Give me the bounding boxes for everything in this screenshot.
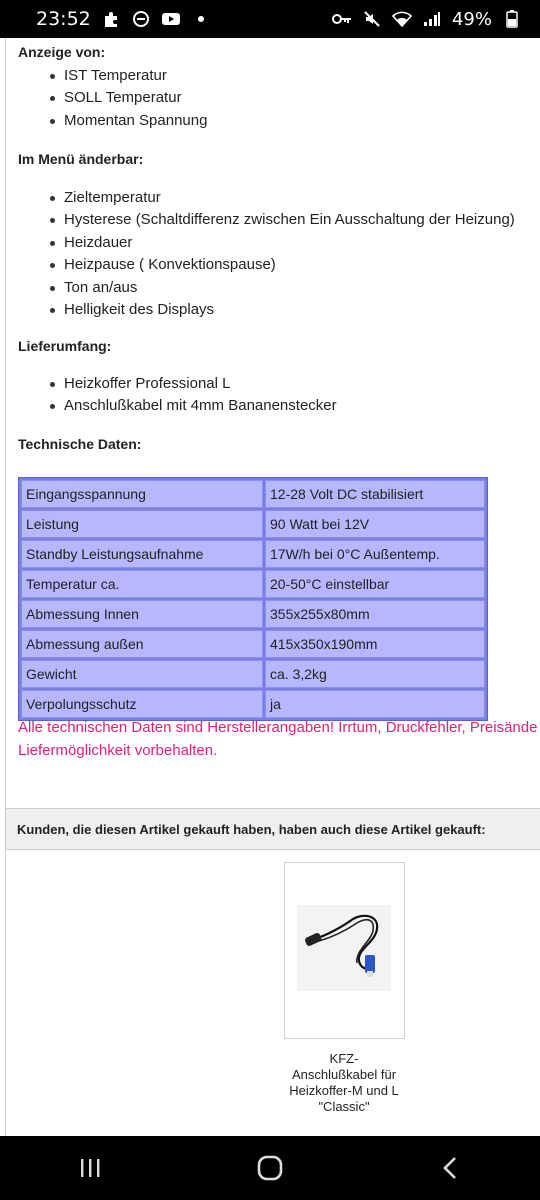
cable-icon (297, 905, 391, 991)
table-cell: 90 Watt bei 12V (265, 510, 485, 538)
navigation-bar (0, 1136, 540, 1200)
table-row (21, 570, 485, 598)
back-button[interactable] (420, 1148, 480, 1188)
section-title-tech: Technische Daten: (18, 436, 142, 452)
back-icon (441, 1156, 459, 1180)
table-cell: Verpolungsschutz (21, 690, 263, 718)
table-cell: Standby Leistungsaufnahme (21, 540, 263, 568)
product-name-line: "Classic" (318, 1099, 370, 1114)
disclaimer-text (18, 717, 540, 762)
menu-list (50, 187, 515, 321)
product-description (5, 38, 540, 828)
list-item: SOLL Temperatur (50, 87, 207, 109)
status-bar-right (332, 9, 522, 30)
product-card[interactable] (284, 862, 405, 1039)
table-cell: 12-28 Volt DC stabilisiert (265, 480, 485, 508)
home-button[interactable] (240, 1148, 300, 1188)
battery-percent: 49% (451, 8, 492, 30)
table-cell: Leistung (21, 510, 263, 538)
table-cell: ca. 3,2kg (265, 660, 485, 688)
list-item: IST Temperatur (50, 65, 207, 87)
product-name-link[interactable] (274, 1051, 414, 1115)
table-cell: Eingangsspannung (21, 480, 263, 508)
disclaimer-line: Alle technischen Daten sind Herstellerangaben! Irrtum, Druckfehler, Preisände (18, 719, 538, 736)
key-icon (332, 9, 352, 29)
product-image[interactable] (297, 905, 391, 991)
status-time: 23:52 (36, 8, 91, 30)
do-not-disturb-icon (131, 9, 151, 29)
table-row (21, 510, 485, 538)
list-item: Momentan Spannung (50, 110, 207, 132)
dot-icon (191, 9, 211, 29)
disclaimer-line: Liefermöglichkeit vorbehalten. (18, 741, 218, 759)
table-cell: Abmessung Innen (21, 600, 263, 628)
display-list (50, 65, 207, 132)
list-item: Heizkoffer Professional L (50, 373, 337, 395)
also-bought-box (5, 808, 540, 1136)
recent-apps-button[interactable] (60, 1148, 120, 1188)
table-cell: Gewicht (21, 660, 263, 688)
page-content (0, 38, 540, 1136)
product-name-line: Heizkoffer-M und L (289, 1083, 399, 1098)
list-item: Zieltemperatur (50, 187, 515, 209)
table-cell: 20-50°C einstellbar (265, 570, 485, 598)
table-cell: ja (265, 690, 485, 718)
puzzle-icon (101, 9, 121, 29)
mute-icon (362, 9, 382, 29)
table-row (21, 660, 485, 688)
list-item: Helligkeit des Displays (50, 299, 515, 321)
tech-data-table (18, 477, 488, 721)
table-cell: 355x255x80mm (265, 600, 485, 628)
section-title-menu: Im Menü änderbar: (18, 151, 144, 167)
product-name-line: Anschlußkabel für (291, 1067, 397, 1082)
table-row (21, 690, 485, 718)
section-title-scope: Lieferumfang: (18, 338, 112, 354)
table-row (21, 600, 485, 628)
signal-icon (422, 9, 442, 29)
also-bought-title: Kunden, die diesen Artikel gekauft haben, haben auch diese Artikel gekauft: (6, 809, 540, 850)
table-cell: Abmessung außen (21, 630, 263, 658)
wifi-icon (392, 9, 412, 29)
list-item: Ton an/aus (50, 277, 515, 299)
home-icon (257, 1155, 283, 1181)
table-cell: 415x350x190mm (265, 630, 485, 658)
scope-list (50, 373, 337, 418)
product-name-line: KFZ- (329, 1051, 359, 1066)
table-cell: 17W/h bei 0°C Außentemp. (265, 540, 485, 568)
recent-apps-icon (78, 1158, 102, 1178)
section-title-display: Anzeige von: (18, 44, 106, 60)
list-item: Heizdauer (50, 232, 515, 254)
status-bar (0, 0, 540, 38)
list-item: Hysterese (Schaltdifferenz zwischen Ein Ausschaltung der Heizung) (50, 209, 515, 231)
table-row (21, 540, 485, 568)
youtube-icon (161, 9, 181, 29)
list-item: Heizpause ( Konvektionspause) (50, 254, 515, 276)
table-cell: Temperatur ca. (21, 570, 263, 598)
table-row (21, 630, 485, 658)
status-bar-left (36, 8, 211, 30)
table-row (21, 480, 485, 508)
battery-icon (502, 9, 522, 29)
list-item: Anschlußkabel mit 4mm Bananenstecker (50, 395, 337, 417)
